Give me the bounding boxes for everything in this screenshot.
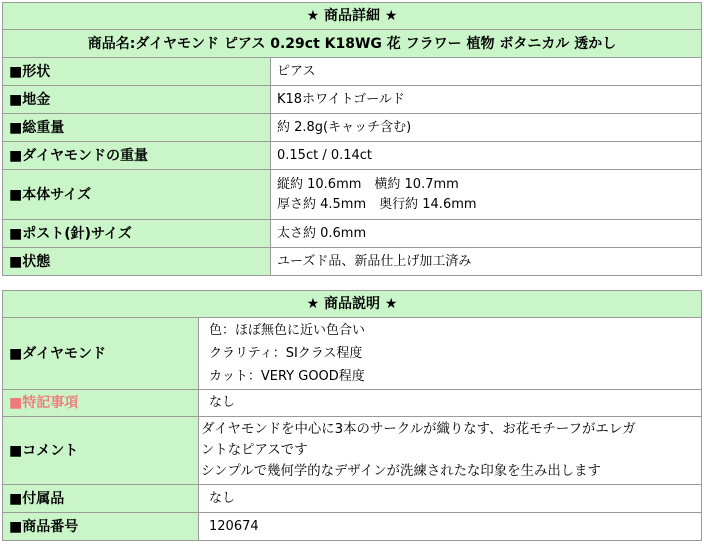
product-details-table (2, 2, 702, 276)
label-post-size: ■ポスト(針)サイズ (3, 220, 271, 248)
value-diamond (199, 318, 702, 390)
comment-line-1: ダイヤモンドを中心に3本のサークルが織りなす、お花モチーフがエレガ (201, 422, 636, 437)
value-diamond-weight: 0.15ct / 0.14ct (271, 142, 702, 170)
label-condition: ■状態 (3, 248, 271, 276)
label-accessories: ■付属品 (3, 485, 199, 513)
diamond-cut: カット：VERY GOOD程度 (209, 369, 365, 384)
label-shape: ■形状 (3, 58, 271, 86)
body-size-line-2: 厚さ約 4.5mm 奥行約 14.6mm (277, 196, 477, 212)
label-diamond: ■ダイヤモンド (3, 318, 199, 390)
label-special-notes: ■特記事項 (3, 390, 199, 417)
label-item-number: ■商品番号 (3, 513, 199, 541)
label-total-weight: ■総重量 (3, 114, 271, 142)
body-size-line-1: 縦約 10.6mm 横約 10.7mm (277, 176, 459, 192)
label-comment: ■コメント (3, 417, 199, 485)
value-comment (199, 417, 702, 485)
description-header: ★ 商品説明 ★ (3, 291, 702, 318)
details-header: ★ 商品詳細 ★ (3, 3, 702, 30)
value-post-size: 太さ約 0.6mm (271, 220, 702, 248)
value-item-number: 120674 (199, 513, 702, 541)
label-body-size: ■本体サイズ (3, 170, 271, 220)
value-shape: ピアス (271, 58, 702, 86)
comment-line-3: シンプルで幾何学的なデザインが洗練されたな印象を生み出します (201, 464, 601, 479)
product-name: 商品名:ダイヤモンド ピアス 0.29ct K18WG 花 フラワー 植物 ボタニカル 透かし (3, 30, 702, 58)
value-metal: K18ホワイトゴールド (271, 86, 702, 114)
value-body-size (271, 170, 702, 220)
comment-line-2: ントなピアスです (201, 443, 308, 458)
label-metal: ■地金 (3, 86, 271, 114)
value-accessories: なし (199, 485, 702, 513)
product-description-table (2, 290, 702, 541)
value-total-weight: 約 2.8g(キャッチ含む) (271, 114, 702, 142)
label-diamond-weight: ■ダイヤモンドの重量 (3, 142, 271, 170)
diamond-clarity: クラリティ：SIクラス程度 (209, 346, 363, 361)
diamond-color: 色：ほぼ無色に近い色合い (209, 323, 366, 338)
value-special-notes: なし (199, 390, 702, 417)
value-condition: ユーズド品、新品仕上げ加工済み (271, 248, 702, 276)
